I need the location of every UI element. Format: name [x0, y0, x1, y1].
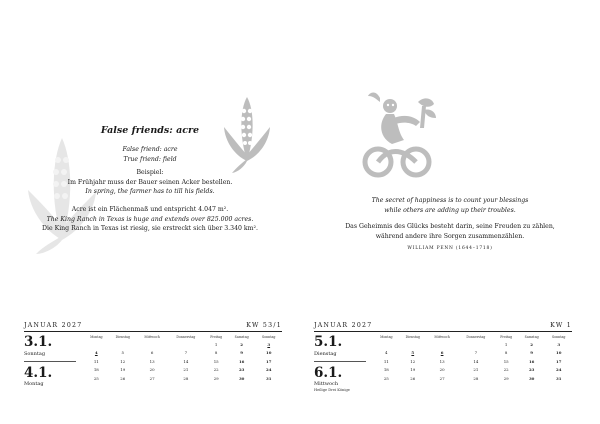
date-cell: 13	[149, 358, 155, 364]
date-cell: 8	[214, 350, 218, 356]
date-cell: 26	[120, 375, 126, 381]
date-cell: 16	[238, 358, 245, 364]
date-cell: 13	[439, 358, 445, 364]
date-cell: 22	[213, 367, 219, 373]
week-row	[84, 341, 282, 349]
date-cell: 9	[240, 350, 244, 356]
weekday-header: Donnerstag	[466, 335, 486, 339]
day-divider-left	[24, 361, 76, 362]
week-label-right: KW 1	[550, 322, 572, 329]
date-cell: 19	[410, 367, 416, 373]
date-cell: 12	[410, 358, 416, 364]
header-rule-left	[24, 331, 282, 332]
fact-german-2: Die King Ranch in Texas ist riesig, sie erstreckt sich über 3.340 km².	[42, 225, 258, 233]
date-cell	[109, 341, 137, 349]
weekday-header: Sonntag	[262, 335, 276, 339]
date-cell: 18	[383, 367, 389, 373]
day-divider-right	[314, 361, 366, 362]
date-cell: 3	[557, 342, 561, 347]
date-cell: 21	[183, 367, 189, 373]
date-cell: 30	[528, 375, 535, 381]
lesson-block	[40, 125, 260, 234]
date-cell: 31	[266, 375, 272, 381]
date-cell: 28	[473, 375, 479, 381]
date-cell	[137, 341, 167, 349]
weekday-header: Dienstag	[115, 335, 130, 339]
week-row	[374, 341, 572, 349]
date-cell: 27	[149, 375, 155, 381]
date-cell: 25	[383, 375, 389, 381]
week-row	[374, 375, 572, 383]
date-cell: 3	[267, 342, 271, 347]
date-cell: 1	[214, 342, 218, 347]
date-cell	[427, 341, 457, 349]
false-friend-line: False friend: acre	[122, 146, 178, 153]
date-cell: 30	[238, 375, 245, 381]
date-cell: 4	[94, 350, 98, 356]
day-name-first-left: Sonntag	[24, 351, 46, 357]
date-cell: 2	[530, 342, 534, 347]
week-row	[374, 349, 572, 357]
month-label-right: JANUAR 2027	[314, 322, 373, 329]
date-cell: 14	[183, 358, 189, 364]
weekday-header: Samstag	[234, 335, 249, 339]
date-cell: 6	[440, 350, 444, 356]
date-cell: 5	[411, 350, 415, 356]
date-cell: 26	[410, 375, 416, 381]
date-cell: 12	[120, 358, 126, 364]
week-row	[84, 375, 282, 383]
date-cell: 20	[439, 367, 445, 373]
date-cell: 28	[183, 375, 189, 381]
date-cell: 23	[528, 367, 535, 373]
date-cell: 7	[474, 350, 478, 356]
date-cell	[374, 341, 399, 349]
week-label-left: KW 53/1	[246, 322, 282, 329]
example-label: Beispiel:	[136, 169, 164, 177]
month-grid-left	[84, 334, 282, 383]
weekday-header: Samstag	[524, 335, 539, 339]
date-cell: 17	[266, 358, 272, 364]
quote-author: WILLIAM PENN (1644–1718)	[407, 246, 493, 252]
date-cell: 4	[385, 350, 388, 356]
weekday-header: Donnerstag	[176, 335, 196, 339]
day-number-second-right: 6.1.	[314, 365, 343, 381]
date-cell: 16	[528, 358, 535, 364]
week-row	[374, 366, 572, 374]
weekday-header: Montag	[90, 335, 103, 339]
date-cell: 18	[93, 367, 99, 373]
date-cell: 7	[184, 350, 188, 356]
date-cell	[399, 341, 427, 349]
quote-english-2: while others are adding up their troubles.	[384, 206, 516, 214]
date-cell: 19	[120, 367, 126, 373]
quote-german-2: während andere ihre Sorgen zusammenzählen.	[375, 232, 525, 240]
example-german: Im Frühjahr muss der Bauer seinen Acker bestellen.	[67, 178, 233, 186]
date-cell: 1	[504, 342, 508, 347]
date-cell: 9	[530, 350, 534, 356]
week-row	[84, 349, 282, 357]
day-number-second-left: 4.1.	[24, 365, 53, 381]
date-cell	[84, 341, 109, 349]
right-page	[300, 0, 600, 424]
week-row	[84, 366, 282, 374]
day-name-first-right: Dienstag	[314, 351, 337, 357]
week-row	[84, 358, 282, 366]
date-cell	[457, 341, 494, 349]
date-cell: 15	[503, 358, 509, 364]
date-cell: 10	[556, 350, 562, 356]
date-cell: 15	[213, 358, 219, 364]
date-cell: 27	[439, 375, 445, 381]
month-label-left: JANUAR 2027	[24, 322, 83, 329]
cyclist-ornament-icon	[358, 88, 448, 188]
date-cell: 8	[504, 350, 508, 356]
weekday-header: Sonntag	[552, 335, 566, 339]
date-cell: 24	[266, 367, 272, 373]
day-name-second-right: Mittwoch	[314, 381, 339, 387]
weekday-header: Freitag	[500, 335, 513, 339]
date-cell: 17	[556, 358, 562, 364]
quote-german-1: Das Geheimnis des Glücks besteht darin, seine Freuden zu zählen,	[345, 223, 555, 231]
date-cell: 10	[266, 350, 272, 356]
date-cell: 6	[150, 350, 154, 356]
true-friend-line: True friend: field	[123, 155, 177, 163]
day-name-second-left: Montag	[24, 381, 44, 387]
date-cell: 5	[121, 350, 125, 356]
weekday-header: Dienstag	[405, 335, 420, 339]
date-cell: 2	[240, 342, 244, 347]
fact-german-1: Acre ist ein Flächenmaß und entspricht 4.047 m².	[71, 205, 229, 213]
weekday-header: Mittwoch	[434, 335, 450, 339]
date-cell: 22	[503, 367, 509, 373]
week-row	[374, 358, 572, 366]
date-cell: 29	[503, 375, 509, 381]
weekday-header: Freitag	[210, 335, 223, 339]
day-number-first-left: 3.1.	[24, 334, 53, 350]
weekday-header: Mittwoch	[144, 335, 160, 339]
date-cell: 29	[213, 375, 219, 381]
quote-english-1: The secret of happiness is to count your blessings	[371, 197, 529, 204]
holiday-note: Heilige Drei Könige	[314, 388, 350, 392]
date-cell: 25	[93, 375, 99, 381]
example-english: In spring, the farmer has to till his fields.	[85, 188, 215, 196]
day-number-first-right: 5.1.	[314, 334, 343, 350]
date-cell: 23	[238, 367, 245, 373]
date-cell: 24	[556, 367, 562, 373]
fact-english: The King Ranch in Texas is huge and extends over 825.000 acres.	[46, 215, 254, 223]
date-cell: 31	[556, 375, 562, 381]
date-cell	[167, 341, 204, 349]
lesson-title: False friends: acre	[100, 125, 200, 136]
date-cell: 14	[473, 358, 479, 364]
date-cell: 20	[149, 367, 155, 373]
quote-block	[330, 196, 570, 253]
weekday-header: Montag	[380, 335, 393, 339]
month-grid-right	[374, 334, 572, 383]
date-cell: 11	[383, 358, 389, 364]
date-cell: 21	[473, 367, 479, 373]
date-cell: 11	[93, 358, 99, 364]
header-rule-right	[314, 331, 572, 332]
